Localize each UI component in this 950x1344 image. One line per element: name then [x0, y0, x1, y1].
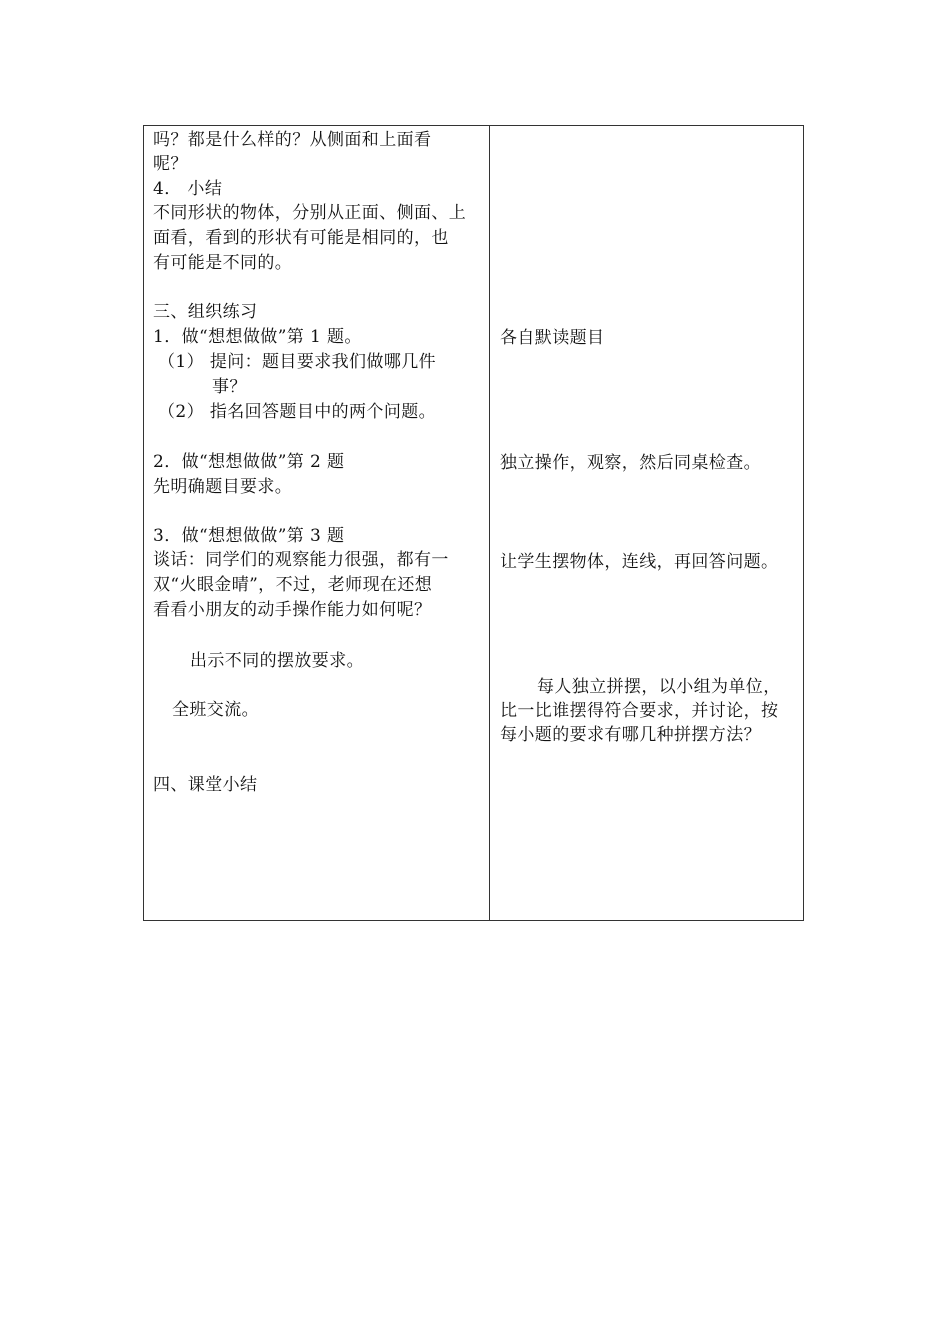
left-line-6: 有可能是不同的。 — [153, 253, 293, 273]
right-line-3: 让学生摆物体，连线，再回答问题。 — [500, 552, 779, 572]
left-line-16: 双“火眼金晴”，不过，老师现在还想 — [153, 575, 433, 595]
column-divider — [489, 126, 490, 920]
left-line-1: 吗？都是什么样的？从侧面和上面看 — [153, 130, 432, 150]
left-heading-practice: 三、组织练习 — [153, 302, 258, 322]
left-line-19: 全班交流。 — [172, 700, 259, 720]
left-line-14: 3．做“想想做做”第 3 题 — [153, 526, 345, 546]
left-line-8: 1．做“想想做做”第 1 题。 — [153, 327, 362, 347]
left-line-5: 面看，看到的形状有可能是相同的，也 — [153, 228, 449, 248]
right-line-6: 每小题的要求有哪几种拼摆方法？ — [500, 725, 761, 745]
right-line-2: 独立操作，观察，然后同桌检查。 — [500, 453, 761, 473]
left-line-11: （2） 指名回答题目中的两个问题。 — [158, 402, 437, 422]
right-line-4: 每人独立拼摆，以小组为单位， — [537, 677, 781, 697]
left-line-10: 事？ — [212, 377, 247, 397]
right-line-1: 各自默读题目 — [500, 328, 605, 348]
left-line-9: （1） 提问：题目要求我们做哪几件 — [158, 352, 437, 372]
right-line-5: 比一比谁摆得符合要求，并讨论，按 — [500, 701, 779, 721]
left-line-18: 出示不同的摆放要求。 — [190, 651, 364, 671]
left-line-17: 看看小朋友的动手操作能力如何呢？ — [153, 600, 432, 620]
left-heading-summary: 4． 小结 — [153, 179, 223, 199]
left-line-13: 先明确题目要求。 — [153, 477, 293, 497]
left-line-15: 谈话：同学们的观察能力很强，都有一 — [153, 550, 449, 570]
lesson-plan-table — [143, 125, 804, 921]
left-line-2: 呢？ — [153, 154, 188, 174]
left-line-4: 不同形状的物体，分别从正面、侧面、上 — [153, 203, 467, 223]
left-line-12: 2．做“想想做做”第 2 题 — [153, 452, 345, 472]
left-heading-class-summary: 四、课堂小结 — [153, 775, 258, 795]
